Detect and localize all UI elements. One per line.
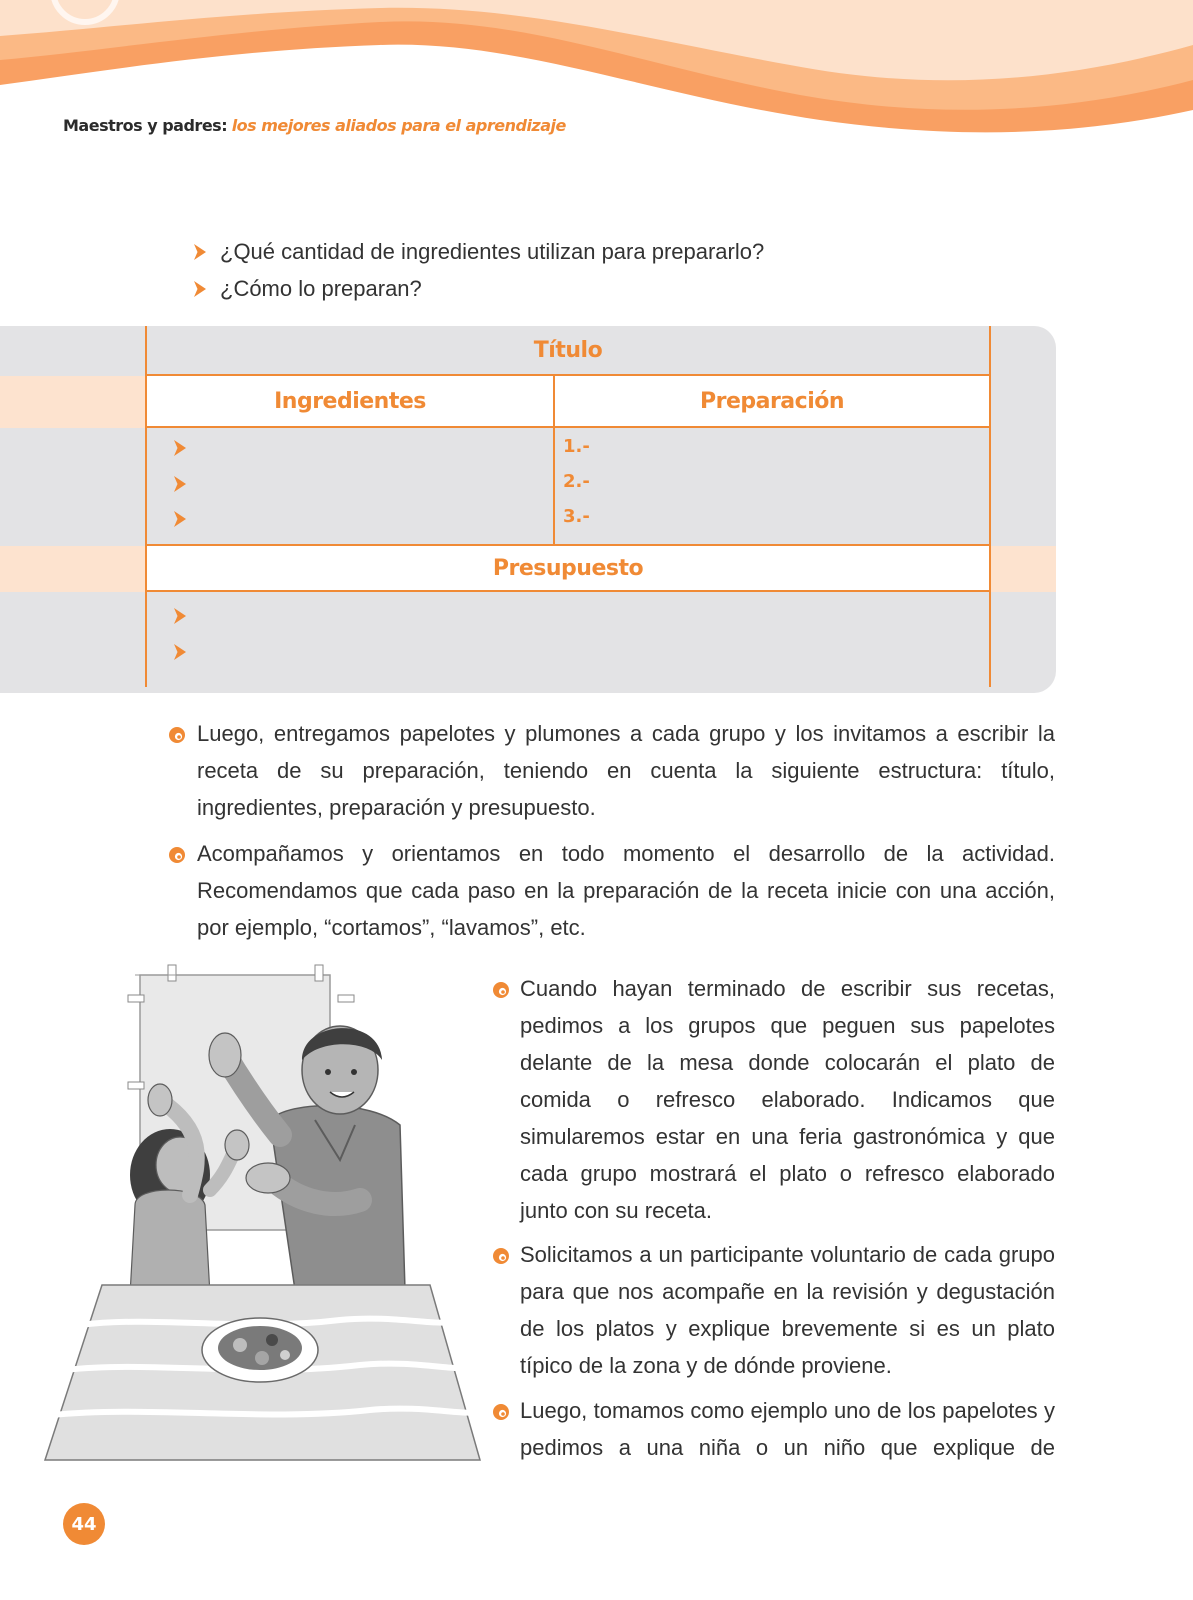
- list-item: [194, 270, 764, 307]
- ingredients-label: Ingredientes: [274, 388, 426, 414]
- orange-dot-bullet-icon: [493, 1404, 509, 1420]
- running-head-title: Maestros y padres:: [63, 116, 228, 135]
- budget-line: [174, 634, 200, 670]
- preparation-header: [555, 376, 989, 426]
- list-item: [194, 233, 764, 270]
- chevron-right-icon: [194, 244, 206, 260]
- ingredient-line: [174, 501, 200, 537]
- question-list: [194, 233, 764, 307]
- chevron-right-icon: [174, 511, 186, 527]
- step-number: 2.-: [563, 471, 590, 492]
- question-text: ¿Qué cantidad de ingredientes utilizan para prepararlo?: [220, 238, 765, 264]
- paragraph: Luego, tomamos como ejemplo uno de los papelotes y pedimos a una niña o un niño que explique de: [520, 1398, 1055, 1460]
- table-header-row: [147, 376, 989, 428]
- ingredients-cell: [147, 428, 555, 544]
- table-body-row: [147, 428, 989, 546]
- ingredients-header: [147, 376, 555, 426]
- recipe-table: [145, 326, 991, 687]
- question-text: ¿Cómo lo preparan?: [220, 275, 422, 301]
- budget-body-row: [147, 592, 989, 687]
- chevron-right-icon: [174, 644, 186, 660]
- budget-header-row: [147, 546, 989, 592]
- ingredient-line: [174, 466, 200, 502]
- orange-dot-bullet-icon: [169, 847, 185, 863]
- step-number: 3.-: [563, 506, 590, 527]
- ingredient-line: [174, 430, 200, 466]
- orange-dot-bullet-icon: [493, 1248, 509, 1264]
- paragraph: Luego, entregamos papelotes y plumones a cada grupo y los invitamos a escribir la receta de su preparación, teniendo en cuenta la siguiente estructura: título, ingredientes, preparación y presupuesto.: [197, 721, 1055, 820]
- table-title-row: [147, 326, 989, 376]
- running-head-subtitle: los mejores aliados para el aprendizaje: [231, 116, 566, 135]
- chevron-right-icon: [174, 608, 186, 624]
- running-head: [63, 116, 566, 135]
- preparation-label: Preparación: [699, 388, 845, 414]
- paragraph: Acompañamos y orientamos en todo momento el desarrollo de la actividad. Recomendamos que cada paso en la preparación de la receta inicie con una acción, por ejemplo, “cortamos”, “lavamos”, etc.: [197, 841, 1055, 940]
- teacher-child-recipe-illustration: [40, 960, 485, 1465]
- paragraph: Solicitamos a un participante voluntario de cada grupo para que nos acompañe en la revisión y degustación de los platos y explique brevemente si es un plato típico de la zona y de dónde proviene.: [520, 1242, 1055, 1378]
- step-number: 1.-: [563, 436, 590, 457]
- budget-label: Presupuesto: [492, 555, 644, 581]
- table-title: Título: [533, 337, 603, 363]
- budget-line: [174, 598, 200, 634]
- orange-dot-bullet-icon: [493, 982, 509, 998]
- preparation-cell: [555, 428, 989, 544]
- chevron-right-icon: [194, 281, 206, 297]
- paragraph: Cuando hayan terminado de escribir sus recetas, pedimos a los grupos que peguen sus papelotes delante de la mesa donde colocarán el plato de comida o refresco elaborado. Indicamos que simularemos estar en una feria gastronómica y que cada grupo mostrará el plato o refresco elaborado junto con su receta.: [520, 976, 1055, 1223]
- chevron-right-icon: [174, 476, 186, 492]
- page-number: 44: [63, 1503, 105, 1545]
- orange-dot-bullet-icon: [169, 727, 185, 743]
- chevron-right-icon: [174, 440, 186, 456]
